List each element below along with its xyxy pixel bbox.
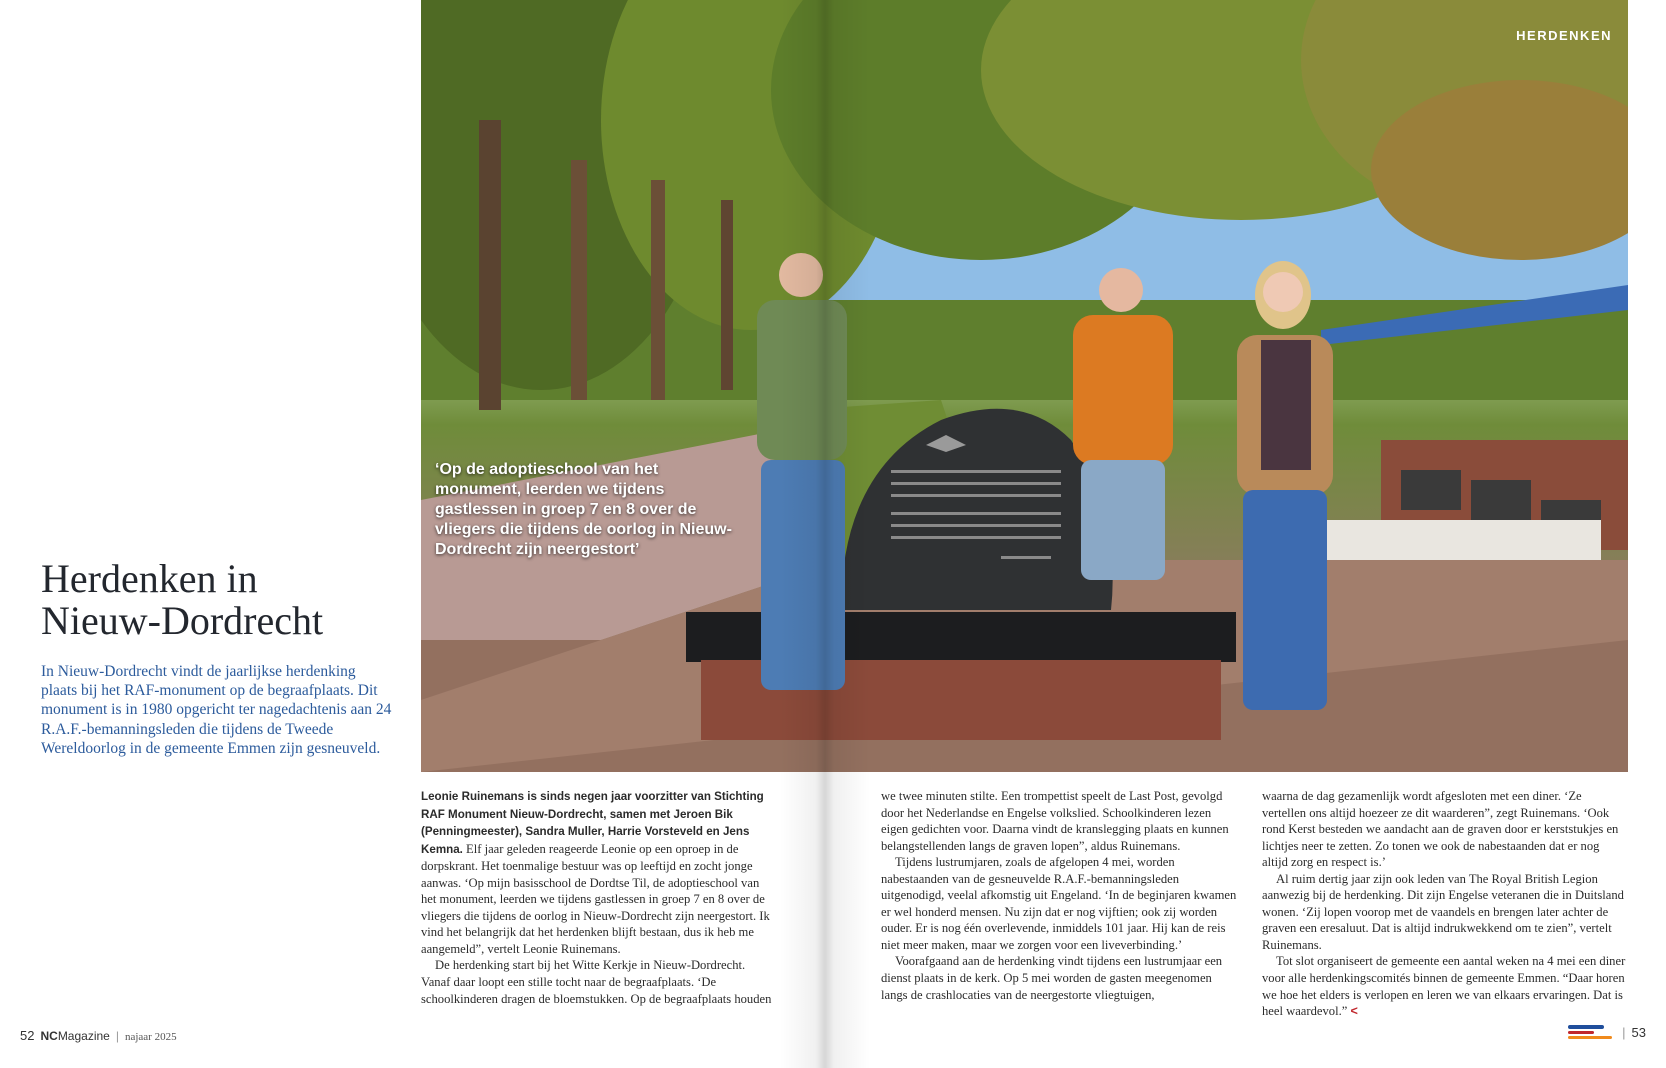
paragraph: waarna de dag gezamenlijk wordt afgesloten met een diner. ‘Ze vertellen ons altijd hoezeer ze dit waarderen”, zegt Ruinemans. ‘Ook rond Kerst besteden we aandacht aan de graven door er kerststukjes en lichtjes neer te zetten. Zo tonen we ook de nabestaanden dat er nog altijd zorg en respect is.’ [1262,789,1619,870]
section-tag: HERDENKEN [1516,28,1612,43]
article-intro: In Nieuw-Dordrecht vindt de jaarlijkse herdenking plaats bij het RAF-monument op de begraafplaats. Dit monument is in 1980 opgericht ter nagedachtenis aan 24 R.A.F.-bemanningsleden die tijdens de Tweede Wereldoorlog in de gemeente Emmen zijn gesneuveld. [41,663,392,757]
photo-illustration [421,0,1628,772]
paragraph: Al ruim dertig jaar zijn ook leden van The Royal British Legion aanwezig bij de herdenking. Dit zijn Engelse veteranen die in Duitsland wonen. ‘Zij lopen voorop met de vaandels en brengen later achter de graven een eresaluut. Dat is altijd indrukwekkend om te zien”, vertelt Ruinemans. [1262,871,1624,952]
paragraph: Voorafgaand aan de herdenking vindt tijdens een lustrumjaar een dienst plaats in de kerk. Op 5 mei worden de gasten meegenomen langs de crashlocaties van de neergestorte vliegtuigen, [881,954,1223,1002]
body-column-3 [1262,788,1628,1020]
lead-text: Leonie Ruinemans is sinds negen jaar voorzitter van Stichting RAF Monument Nieuw-Dordrecht, samen met Jeroen Bik (Penningmeester), Sandra Muller, Harrie Vorsteveld en Jens Kemna. [421,790,764,856]
page-number-right: 53 [1631,1024,1646,1040]
footer-right [1568,1022,1646,1042]
headline-line-1: Herdenken in [41,556,258,601]
footer-separator-right: | [1622,1024,1626,1040]
brand-rest: Magazine [57,1029,110,1043]
paragraph-text: Tot slot organiseert de gemeente een aantal weken na 4 mei een diner voor alle herdenkingscomités binnen de gemeente Emmen. “Daar horen we hoe het elders is verlopen en leren we van elkaars ervaringen. Dat is heel waardevol.” [1262,954,1626,1019]
magazine-brand [40,1029,109,1043]
paragraph: we twee minuten stilte. Een trompettist speelt de Last Post, gevolgd door het Nederlandse en Engelse volkslied. Schoolkinderen lezen eigen gedichten voor. Daarna vindt de kranslegging plaats en kunnen belangstellenden langs de graven lopen”, aldus Ruinemans. [881,789,1229,853]
pull-quote: ‘Op de adoptieschool van het monument, leerden we tijdens gastlessen in groep 7 en 8 over de vliegers die tijdens de oorlog in Nieuw-Dordrecht zijn neergestort’ [435,461,732,558]
issue-label: najaar 2025 [124,1031,177,1043]
body-column-1 [421,788,777,1007]
footer-separator: | [115,1029,119,1043]
paragraph: Tijdens lustrumjaren, zoals de afgelopen 4 mei, worden nabestaanden van de gesneuvelde R.A.F.-bemanningsleden uitgenodigd, veelal afkomstig uit Engeland. ‘In de beginjaren kwamen er wel honderd mensen. Nu zijn dat er nog vijftien; ook zij worden ouder. Er is nog één overlevende, inmiddels 101 jaar. Hij kan de reis niet meer maken, maar we zorgen voor een liveverbinding.’ [881,855,1237,952]
end-mark: < [1350,1004,1358,1019]
footer-left [20,1028,177,1043]
brand-bold: NC [40,1029,58,1043]
paragraph: De herdenking start bij het Witte Kerkje in Nieuw-Dordrecht. Vanaf daar loopt een stille tocht naar de begraafplaats. ‘De schoolkinderen dragen de bloemstukken. Op de begraafplaats houden [421,958,772,1006]
page-number-left: 52 [20,1028,35,1043]
committee-logo-icon [1568,1022,1616,1042]
feature-photo [421,0,1628,772]
article-headline [41,558,401,642]
headline-line-2: Nieuw-Dordrecht [41,598,324,643]
paragraph [421,788,777,957]
body-column-2 [881,788,1239,1003]
paragraph-text: Elf jaar geleden reageerde Leonie op een oproep in de dorpskrant. Het toenmalige bestuur was op leeftijd en zocht jonge aanwas. ‘Op mijn basisschool de Dordtse Til, de adoptieschool van het monument, leerden we tijdens gastlessen in groep 7 en 8 over de vliegers die tijdens de oorlog in Nieuw-Dordrecht zijn neergestort. Ik vind het belangrijk dat het herdenken blijft bestaan, dus ik heb me aangemeld”, vertelt Leonie Ruinemans. [421,841,770,956]
paragraph [1262,953,1628,1019]
